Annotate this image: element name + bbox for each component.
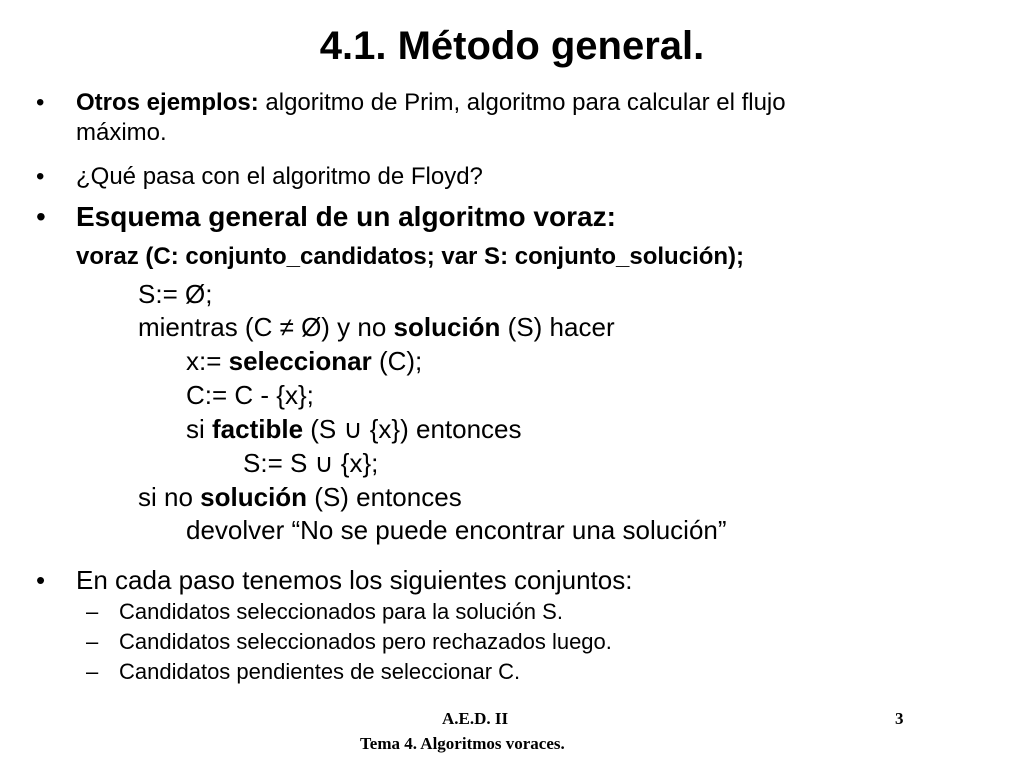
slide-title: 4.1. Método general.	[319, 24, 705, 68]
bullet-label: Otros ejemplos:	[76, 89, 259, 116]
dash-marker: –	[86, 599, 99, 624]
sub-item: Candidatos seleccionados para la solución S.	[119, 599, 563, 624]
bullet-otros-ejemplos	[76, 87, 786, 119]
code-line: C:= C - {x};	[186, 380, 314, 410]
bullet-marker: •	[36, 89, 45, 116]
page-number: 3	[895, 709, 904, 728]
code-keyword: solución	[200, 482, 308, 512]
code-line: S:= Ø;	[138, 279, 213, 309]
code-line: S:= S ∪ {x};	[243, 448, 379, 478]
sub-item: Candidatos pendientes de seleccionar C.	[119, 659, 521, 684]
code-line: mientras (C ≠ Ø) y no solución (S) hacer	[138, 312, 615, 342]
code-line: si no solución (S) entonces	[138, 482, 462, 512]
bullet-marker: •	[36, 201, 46, 232]
code-line: x:= seleccionar (C);	[186, 346, 423, 376]
code-header: voraz (C: conjunto_candidatos; var S: conjunto_solución);	[76, 243, 745, 270]
bullet-floyd: ¿Qué pasa con el algoritmo de Floyd?	[76, 163, 483, 190]
bullet-marker: •	[36, 163, 45, 190]
bullet-continuation: máximo.	[76, 119, 167, 146]
bullet-conjuntos: En cada paso tenemos los siguientes conjuntos:	[76, 565, 633, 595]
bullet-esquema-general: Esquema general de un algoritmo voraz:	[76, 201, 616, 232]
code-line: devolver “No se puede encontrar una solución”	[186, 515, 727, 545]
dash-marker: –	[86, 629, 99, 654]
code-keyword: solución	[393, 312, 501, 342]
sub-item: Candidatos seleccionados pero rechazados luego.	[119, 629, 612, 654]
footer-topic: Tema 4. Algoritmos voraces.	[360, 734, 565, 753]
bullet-marker: •	[36, 565, 46, 595]
dash-marker: –	[86, 659, 99, 684]
code-keyword: seleccionar	[228, 346, 372, 376]
code-line: si factible (S ∪ {x}) entonces	[186, 414, 522, 444]
code-keyword: factible	[212, 414, 304, 444]
footer-course: A.E.D. II	[442, 709, 509, 728]
bullet-text: algoritmo de Prim, algoritmo para calcular el flujo	[258, 89, 786, 116]
